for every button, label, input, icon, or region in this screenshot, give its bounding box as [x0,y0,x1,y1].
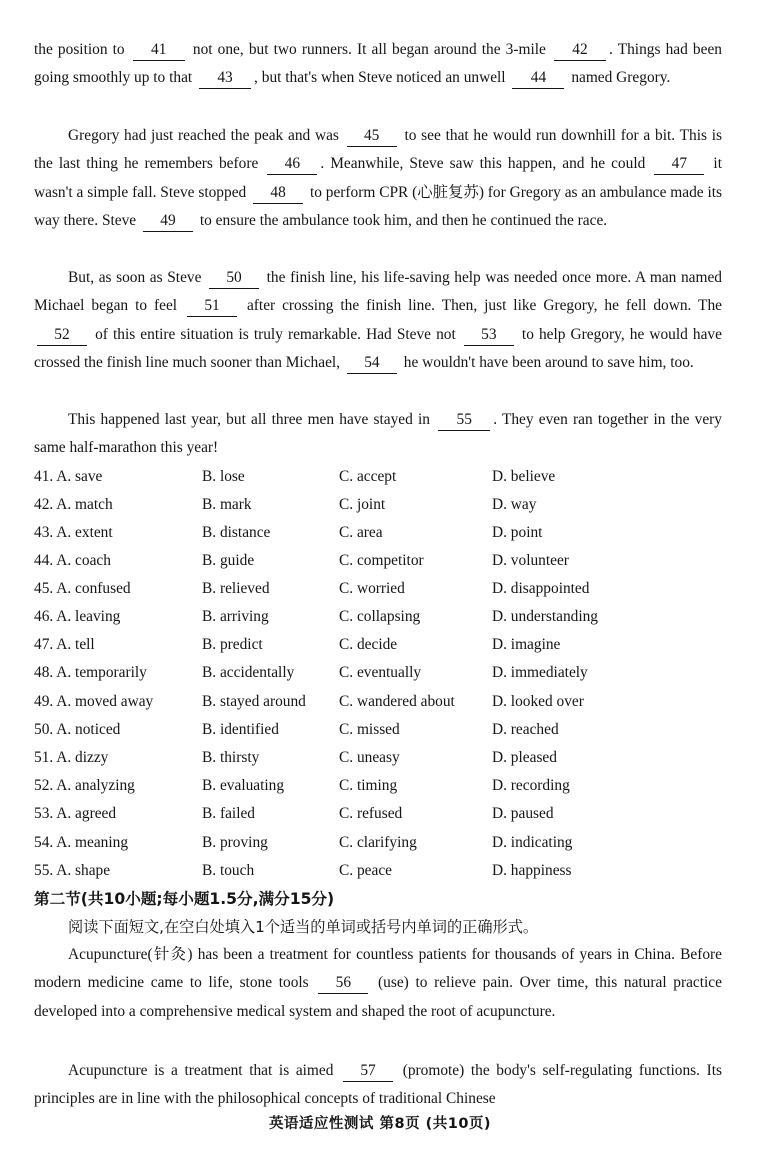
blank-53[interactable]: 53 [464,325,514,346]
option-a[interactable]: 46. A. leaving [34,608,121,625]
option-c[interactable]: C. peace [339,862,392,879]
section-instruction: 阅读下面短文,在空白处填入1个适当的单词或括号内单词的正确形式。 [68,918,539,936]
option-d[interactable]: D. imagine [492,636,561,653]
blank-47[interactable]: 47 [654,154,704,175]
passage-paragraph: But, as soon as Steve 50 the finish line, his life-saving help was needed once more. A man named Michael began to feel 51 after crossing the finish line. Then, just like Gregory, he fell down. The 52 of this entire situation is truly remarkable. Had Steve not 53 to help Gregory, he would have crossed the finish line much sooner than Michael, 54 he wouldn't have been around to save him, too. [34,264,722,378]
option-b[interactable]: B. evaluating [202,777,285,794]
option-d[interactable]: D. pleased [492,749,557,766]
question-row-50 [34,716,734,744]
option-b[interactable]: B. touch [202,862,255,879]
option-b[interactable]: B. proving [202,834,268,851]
question-row-44 [34,547,734,575]
question-row-41 [34,463,734,491]
option-c[interactable]: C. missed [339,721,400,738]
option-a[interactable]: 54. A. meaning [34,834,129,851]
option-d[interactable]: D. understanding [492,608,599,625]
option-d[interactable]: D. happiness [492,862,572,879]
option-a[interactable]: 47. A. tell [34,636,95,653]
option-d[interactable]: D. point [492,524,543,541]
option-b[interactable]: B. lose [202,468,245,485]
question-row-46 [34,603,734,631]
option-b[interactable]: B. failed [202,805,255,822]
option-d[interactable]: D. disappointed [492,580,590,597]
passage-paragraph: This happened last year, but all three men have stayed in 55 . They even ran together in the very same half-marathon this year! [34,411,722,457]
option-b[interactable]: B. relieved [202,580,270,597]
blank-57[interactable]: 57 [343,1061,393,1082]
option-c[interactable]: C. competitor [339,552,424,569]
option-b[interactable]: B. predict [202,636,263,653]
option-a[interactable]: 44. A. coach [34,552,111,569]
blank-51[interactable]: 51 [187,296,237,317]
option-d[interactable]: D. indicating [492,834,573,851]
option-a[interactable]: 48. A. temporarily [34,664,147,681]
question-row-43 [34,519,734,547]
question-row-51 [34,744,734,772]
blank-45[interactable]: 45 [347,126,397,147]
option-c[interactable]: C. uneasy [339,749,400,766]
option-a[interactable]: 55. A. shape [34,862,111,879]
option-a[interactable]: 49. A. moved away [34,693,154,710]
page-footer: 英语适应性测试 第8页 (共10页) [268,1116,492,1132]
option-d[interactable]: D. reached [492,721,559,738]
passage-paragraph: Gregory had just reached the peak and was 45 to see that he would run downhill for a bit. This is the last thing he remembers before 46 . Meanwhile, Steve saw this happen, and he could 47 it wasn't a simple fall. Steve stopped 48 to perform CPR (心脏复苏) for Gregory as an ambulance made its way there. Steve 49 to ensure the ambulance took him, and then he continued the race. [34,122,722,236]
blank-52[interactable]: 52 [37,325,87,346]
option-c[interactable]: C. collapsing [339,608,421,625]
option-c[interactable]: C. area [339,524,383,541]
question-row-54 [34,829,734,857]
question-row-42 [34,491,734,519]
blank-43[interactable]: 43 [199,68,251,89]
blank-44[interactable]: 44 [512,68,564,89]
question-row-47 [34,631,734,659]
option-b[interactable]: B. identified [202,721,279,738]
option-d[interactable]: D. way [492,496,537,513]
option-a[interactable]: 43. A. extent [34,524,113,541]
section-title: 第二节(共10小题;每小题1.5分,满分15分) [34,890,335,908]
blank-42[interactable]: 42 [554,40,606,61]
option-b[interactable]: B. guide [202,552,255,569]
blank-55[interactable]: 55 [438,410,490,431]
option-a[interactable]: 51. A. dizzy [34,749,109,766]
blank-41[interactable]: 41 [133,40,185,61]
option-a[interactable]: 42. A. match [34,496,113,513]
question-row-45 [34,575,734,603]
question-row-55 [34,857,734,885]
option-c[interactable]: C. joint [339,496,386,513]
option-c[interactable]: C. worried [339,580,405,597]
option-b[interactable]: B. mark [202,496,252,513]
passage-paragraph: the position to 41 not one, but two runners. It all began around the 3-mile 42 . Things had been going smoothly up to that 43 , but that's when Steve noticed an unwell 44 named Gregory. [34,36,722,93]
option-c[interactable]: C. timing [339,777,398,794]
passage-paragraph: Acupuncture is a treatment that is aimed 57 (promote) the body's self-regulating functions. Its principles are in line with the philosophical concepts of traditional Chinese [34,1062,722,1108]
option-d[interactable]: D. immediately [492,664,588,681]
option-a[interactable]: 53. A. agreed [34,805,117,822]
option-a[interactable]: 41. A. save [34,468,103,485]
option-a[interactable]: 45. A. confused [34,580,131,597]
blank-46[interactable]: 46 [267,154,317,175]
option-d[interactable]: D. believe [492,468,556,485]
option-b[interactable]: B. stayed around [202,693,306,710]
option-c[interactable]: C. clarifying [339,834,417,851]
option-c[interactable]: C. accept [339,468,397,485]
option-d[interactable]: D. recording [492,777,570,794]
question-row-48 [34,659,734,687]
blank-50[interactable]: 50 [209,268,259,289]
option-d[interactable]: D. looked over [492,693,584,710]
question-row-49 [34,688,734,716]
option-c[interactable]: C. wandered about [339,693,455,710]
option-d[interactable]: D. paused [492,805,554,822]
option-b[interactable]: B. arriving [202,608,269,625]
option-b[interactable]: B. thirsty [202,749,260,766]
question-row-52 [34,772,734,800]
option-b[interactable]: B. accidentally [202,664,295,681]
blank-54[interactable]: 54 [347,353,397,374]
blank-49[interactable]: 49 [143,211,193,232]
option-b[interactable]: B. distance [202,524,271,541]
option-c[interactable]: C. decide [339,636,398,653]
option-c[interactable]: C. eventually [339,664,422,681]
option-a[interactable]: 50. A. noticed [34,721,121,738]
question-row-53 [34,800,734,828]
option-c[interactable]: C. refused [339,805,403,822]
option-a[interactable]: 52. A. analyzing [34,777,135,794]
option-d[interactable]: D. volunteer [492,552,569,569]
blank-56[interactable]: 56 [318,973,368,994]
passage-paragraph: Acupuncture(针灸) has been a treatment for countless patients for thousands of years in China. Before modern medicine came to life, stone tools 56 (use) to relieve pain. Over time, this natural practice developed into a comprehensive medical system and shaped the root of acupuncture. [34,946,722,1020]
blank-48[interactable]: 48 [253,183,303,204]
